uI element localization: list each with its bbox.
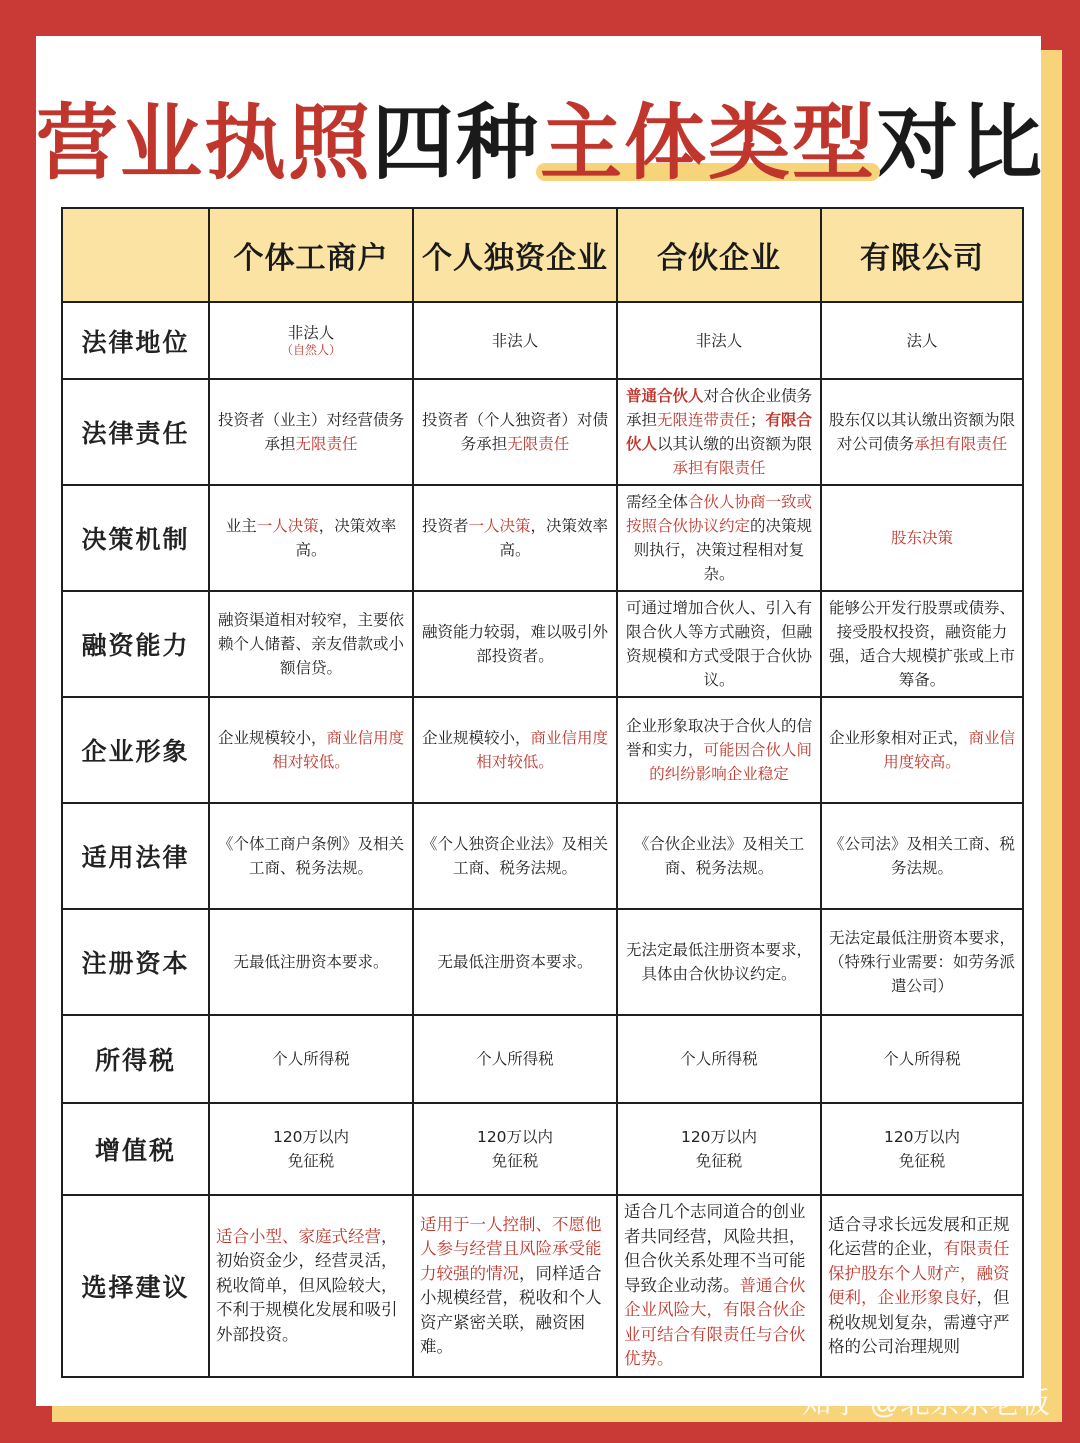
cell-text: 融资能力较弱，难以吸引外部投资者。 [421, 623, 608, 665]
table-cell [821, 803, 1023, 909]
cell-text: 无法定最低注册资本要求，（特殊行业需要：如劳务派遣公司） [828, 929, 1015, 995]
title-part-2: 四种 [371, 96, 540, 191]
row-label: 增值税 [62, 1103, 209, 1195]
cell-text: 的决策规则执行，决策过程相对复杂。 [633, 517, 813, 583]
cell-text: 个人所得税 [883, 1050, 961, 1068]
table-cell [413, 1103, 617, 1195]
cell-text: 企业规模较小， [421, 729, 531, 747]
row-label: 融资能力 [62, 591, 209, 697]
header-corner [62, 208, 209, 302]
table-cell [413, 379, 617, 485]
column-header: 合伙企业 [617, 208, 821, 302]
table-row [62, 485, 1023, 591]
cell-text: 一人决策 [256, 517, 319, 535]
watermark: 知乎 @北京余老板 [801, 1387, 1050, 1420]
table-cell [209, 591, 413, 697]
cell-text: 无最低注册资本要求。 [437, 953, 593, 971]
cell-text: 以其认缴的出资额为限 [657, 435, 813, 453]
cell-text: 非法人 [695, 331, 743, 350]
cell-text: ，同样适合小规模经营，税收和个人资产紧密关联，融资困难。 [420, 1263, 602, 1356]
table-row [62, 379, 1023, 485]
cell-text: 适合寻求长远发展和正规化运营的企业， [828, 1214, 1010, 1258]
cell-text: 无限责任 [507, 435, 570, 453]
table-cell [413, 1015, 617, 1103]
row-label: 注册资本 [62, 909, 209, 1015]
cell-text: 承担有限责任 [672, 459, 766, 477]
table-cell [413, 302, 617, 379]
cell-text: ，但税收规划复杂，需遵守严格的公司治理规则 [828, 1288, 1010, 1356]
cell-text: 融资渠道相对较窄，主要依赖个人储蓄、亲友借款或小额信贷。 [217, 611, 404, 677]
cell-text: 企业形象相对正式， [828, 729, 969, 747]
table-row [62, 697, 1023, 803]
cell-text: ，初始资金少，经营灵活，税收简单，但风险较大，不利于规模化发展和吸引外部投资。 [216, 1226, 398, 1344]
cell-text: 《合伙企业法》及相关工商、税务法规。 [633, 835, 805, 877]
table-cell [617, 1103, 821, 1195]
cell-text: 需经全体 [625, 493, 688, 511]
cell-text: 《个人独资企业法》及相关工商、税务法规。 [421, 835, 608, 877]
page-title [0, 78, 1080, 195]
table-cell [413, 591, 617, 697]
row-label: 选择建议 [62, 1195, 209, 1377]
row-label: 法律责任 [62, 379, 209, 485]
table-row [62, 1015, 1023, 1103]
cell-text: 企业形象取决于合伙人的信誉和实力， [625, 717, 812, 759]
cell-text: 120万以内 [476, 1128, 554, 1146]
cell-text: 个人所得税 [272, 1050, 350, 1068]
table-row [62, 803, 1023, 909]
table-cell [413, 1195, 617, 1377]
table-row [62, 1195, 1023, 1377]
column-header: 有限公司 [821, 208, 1023, 302]
title-part-1: 营业执照 [35, 96, 372, 191]
table-cell [617, 591, 821, 697]
cell-text: ，决策效率高。 [499, 517, 609, 559]
cell-text: 适合小型、家庭式经营 [216, 1226, 381, 1246]
table-cell [413, 697, 617, 803]
cell-text: 可能因合伙人间的纠纷影响企业稳定 [649, 741, 813, 783]
cell-text: 普通合伙企业风险大，有限合伙企业可结合有限责任与合伙优势。 [624, 1275, 806, 1369]
comparison-table [61, 207, 1024, 1378]
table-cell [209, 1195, 413, 1377]
cell-text: 免征税 [898, 1152, 946, 1170]
cell-text: 普通合伙人 [625, 387, 704, 405]
cell-text: 个人所得税 [680, 1050, 758, 1068]
cell-text: 可通过增加合伙人、引入有限合伙人等方式融资，但融资规模和方式受限于合伙协议。 [625, 599, 812, 689]
table-cell [209, 485, 413, 591]
table-cell [617, 1015, 821, 1103]
table-cell [617, 379, 821, 485]
cell-text: 免征税 [695, 1152, 743, 1170]
table-cell [821, 909, 1023, 1015]
cell-text: 120万以内 [272, 1128, 350, 1146]
cell-subtext: （自然人） [280, 342, 341, 357]
row-label: 企业形象 [62, 697, 209, 803]
cell-text: 无法定最低注册资本要求，具体由合伙协议约定。 [625, 941, 812, 983]
cell-text: 免征税 [491, 1152, 539, 1170]
cell-text: 无限责任 [295, 435, 358, 453]
cell-text: 法人 [906, 331, 938, 350]
row-label: 适用法律 [62, 803, 209, 909]
cell-text: 投资者（业主）对经营债务承担 [217, 411, 404, 453]
cell-text: 120万以内 [680, 1128, 758, 1146]
table-cell [209, 697, 413, 803]
cell-text: 有限合伙人 [625, 411, 813, 453]
cell-text: 有限责任保护股东个人财产，融资便利，企业形象良好 [828, 1239, 1010, 1307]
cell-text: 非法人 [491, 331, 539, 350]
cell-text: 股东仅以其认缴出资额为限对公司债务 [828, 411, 1015, 453]
cell-text: 《个体工商户条例》及相关工商、税务法规。 [217, 835, 404, 877]
table-cell [209, 379, 413, 485]
cell-text: 承担有限责任 [914, 435, 1008, 453]
table-cell [821, 1015, 1023, 1103]
table-cell [617, 697, 821, 803]
table-row [62, 302, 1023, 379]
table-cell [209, 1103, 413, 1195]
table-row [62, 909, 1023, 1015]
table-cell [617, 485, 821, 591]
table-cell [821, 1195, 1023, 1377]
cell-text: ，决策效率高。 [295, 517, 397, 559]
cell-text: 无最低注册资本要求。 [233, 953, 389, 971]
table-cell [821, 379, 1023, 485]
cell-text: ； [750, 411, 766, 429]
column-header: 个人独资企业 [413, 208, 617, 302]
table-cell [821, 485, 1023, 591]
cell-text: 免征税 [287, 1152, 335, 1170]
cell-text: 商业信用度相对较低。 [272, 729, 405, 771]
cell-text: 120万以内 [883, 1128, 961, 1146]
table-cell [821, 302, 1023, 379]
row-label: 决策机制 [62, 485, 209, 591]
table-cell [209, 909, 413, 1015]
cell-text: 能够公开发行股票或债券、接受股权投资，融资能力强，适合大规模扩张或上市筹备。 [828, 599, 1015, 689]
table-cell [209, 302, 413, 379]
table-header-row [62, 208, 1023, 302]
column-header: 个体工商户 [209, 208, 413, 302]
cell-text: 无限连带责任 [656, 411, 750, 429]
cell-text: 商业信用度较高。 [883, 729, 1016, 771]
cell-text: 个人所得税 [476, 1050, 554, 1068]
table-cell [617, 803, 821, 909]
cell-text: 投资者 [421, 517, 469, 535]
cell-text: 业主 [225, 517, 257, 535]
table-cell [821, 1103, 1023, 1195]
cell-text: 适用于一人控制、不愿他人参与经营且风险承受能力较强的情况 [420, 1214, 602, 1283]
table-cell [821, 591, 1023, 697]
cell-text: 适合几个志同道合的创业者共同经营，风险共担，但合伙关系处理不当可能导致企业动荡。 [624, 1202, 806, 1295]
table-cell [413, 909, 617, 1015]
cell-text: 合伙人协商一致或按照合伙协议约定 [625, 493, 813, 535]
cell-text: 股东决策 [890, 529, 953, 547]
table-cell [209, 803, 413, 909]
cell-text: 企业规模较小， [217, 729, 327, 747]
cell-text: 商业信用度相对较低。 [476, 729, 609, 771]
table-cell [617, 909, 821, 1015]
table-cell [413, 485, 617, 591]
cell-text: 一人决策 [468, 517, 531, 535]
table-row [62, 1103, 1023, 1195]
cell-text: 对合伙企业债务承担 [625, 387, 813, 429]
cell-text: 《公司法》及相关工商、税务法规。 [828, 835, 1015, 877]
table-cell [617, 302, 821, 379]
title-part-3: 主体类型 [540, 96, 877, 191]
cell-text: 非法人 [287, 323, 335, 342]
row-label: 所得税 [62, 1015, 209, 1103]
table-cell [617, 1195, 821, 1377]
table-cell [821, 697, 1023, 803]
row-label: 法律地位 [62, 302, 209, 379]
table-row [62, 591, 1023, 697]
cell-text: 投资者（个人独资者）对债务承担 [421, 411, 608, 453]
table-cell [209, 1015, 413, 1103]
table-cell [413, 803, 617, 909]
title-part-4: 对比 [876, 96, 1045, 191]
